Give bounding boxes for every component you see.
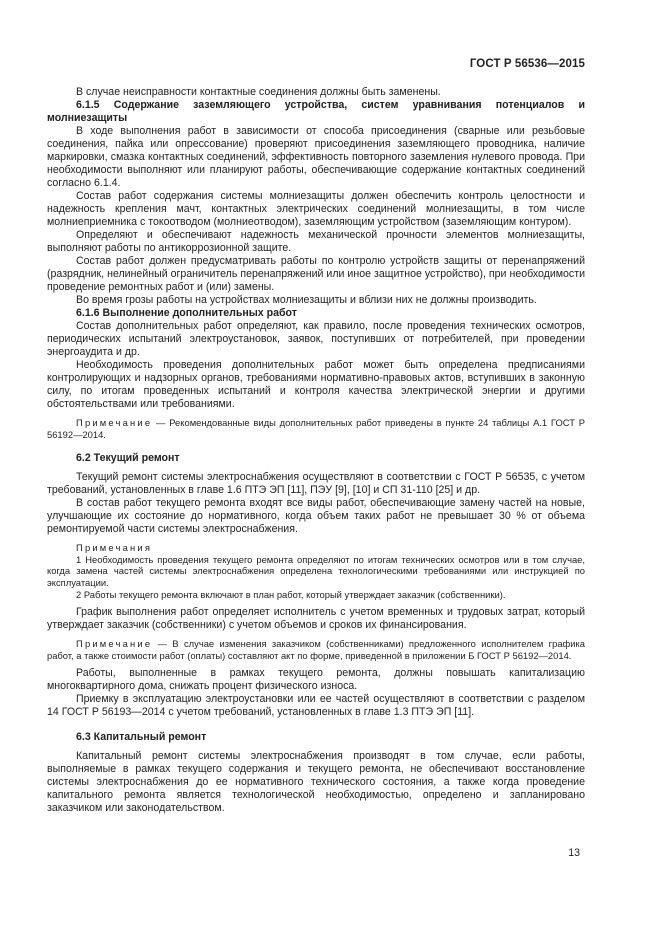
note <box>47 638 585 661</box>
note-text: — В случае изменения заказчиком (собственниками) предложенного исполнителем графика работ, а также стоимости работ (оплаты) составляют акт по форме, приведенной в приложении Б ГОСТ Р 56192—2014. <box>47 638 585 661</box>
paragraph: Определяют и обеспечивают надежность механической прочности элементов молниезащиты, выполняют работы по антикоррозионной защите. <box>47 229 585 254</box>
paragraph: Во время грозы работы на устройствах молниезащиты и вблизи них не должны производить. <box>76 294 537 306</box>
section-heading-6-3: 6.3 Капитальный ремонт <box>76 731 207 744</box>
note-text: — Рекомендованные виды дополнительных работ приведены в пункте 24 таблицы А.1 ГОСТ Р 56192—2014. <box>47 417 585 440</box>
notes-item: 1 Необходимость проведения текущего ремонта определяют по итогам технических осмотров или в том случае, когда замена частей системы электроснабжения определена технологическими требованиями или инструкцией по эксплуатации. <box>47 553 585 588</box>
paragraph: Приемку в эксплуатацию электроустановки или ее частей осуществляют в соответствии с разделом 14 ГОСТ Р 56193—2014 с учетом требований, установленных в главе 1.3 ПТЭ ЭП [11]. <box>47 693 585 719</box>
paragraph: Текущий ремонт системы электроснабжения осуществляют в соответствии с ГОСТ Р 56535, с учетом требований, установленных в главе 1.6 ПТЭ ЭП [11], ПЭУ [9], [10] и СП 31-110 [25] и др. <box>47 471 585 497</box>
note <box>47 417 585 440</box>
paragraph: Капитальный ремонт системы электроснабжения производят в том случае, если работы, выполняемые в рамках текущего содержания и текущего ремонта, не обеспечивают восстановление системы электроснабжения до ее нормативного технического состояния, а также когда проведение капитального ремонта является технологической необходимостью, определено и запланировано заказчиком или законодательством. <box>47 750 585 815</box>
paragraph: Состав работ содержания системы молниезащиты должен обеспечить контроль целостности и надежность крепления мачт, контактных электрических соединений молниезащиты, в том числе молниеприемника с токоотводом (молниеотводом), заземляющим устройством (заземляющим контуром). <box>47 190 585 228</box>
section-heading-6-2: 6.2 Текущий ремонт <box>76 452 180 465</box>
paragraph: Состав работ должен предусматривать работы по контролю устройств защиты от перенапряжений (разрядник, нелинейный ограничитель перенапряжений или иное защитное устройство), при необходимости проведение ремонтных работ и (или) замены. <box>47 255 585 293</box>
section-heading-6-1-5: 6.1.5 Содержание заземляющего устройства, систем уравнивания потенциалов и молниезащиты <box>47 99 585 124</box>
page-number: 13 <box>568 847 580 859</box>
paragraph: Состав дополнительных работ определяют, как правило, после проведения технических осмотров, периодических испытаний электроустановок, заявок, поступивших от потребителей, при проведении энергоаудита и др. <box>47 320 585 358</box>
note-label: Примечание <box>76 417 153 428</box>
page-body <box>47 86 585 815</box>
paragraph: В состав работ текущего ремонта входят все виды работ, обеспечивающие замену частей на новые, улучшающие их состояние до нормативного, когда объем таких работ не превышает 30 % от объема ремонтируемой части системы электроснабжения. <box>47 497 585 536</box>
paragraph: Необходимость проведения дополнительных работ может быть определена предписаниями контролирующих и надзорных органов, требованиями нормативно-правовых актов, вступивших в законную силу, по итогам проведенных испытаний и контроля качества электрической энергии и другими обстоятельствами или требованиями. <box>47 359 585 410</box>
section-heading-6-1-6: 6.1.6 Выполнение дополнительных работ <box>76 307 297 319</box>
paragraph: В ходе выполнения работ в зависимости от способа присоединения (сварные или резьбовые соединения, пайка или опрессование) проверяют присоединения заземляющего проводника, наличие маркировки, смазка контактных соединений, эффективность повторного заземления нулевого провода. При необходимости выполняют или планируют работы, обеспечивающие содержание контактных соединений согласно 6.1.4. <box>47 125 585 189</box>
paragraph: Работы, выполненные в рамках текущего ремонта, должны повышать капитализацию многоквартирного дома, снижать процент физического износа. <box>47 667 585 693</box>
notes-title: Примечания <box>76 542 153 554</box>
note-label: Примечание <box>76 638 153 650</box>
document-code: ГОСТ Р 56536—2015 <box>469 58 585 70</box>
paragraph: График выполнения работ определяет исполнитель с учетом временных и трудовых затрат, который утверждает заказчик (собственники) с учетом объемов и сроков их финансирования. <box>47 606 585 632</box>
paragraph: В случае неисправности контактные соединения должны быть заменены. <box>76 86 441 98</box>
notes-item: 2 Работы текущего ремонта включают в план работ, который утверждает заказчик (собственники). <box>76 588 506 600</box>
